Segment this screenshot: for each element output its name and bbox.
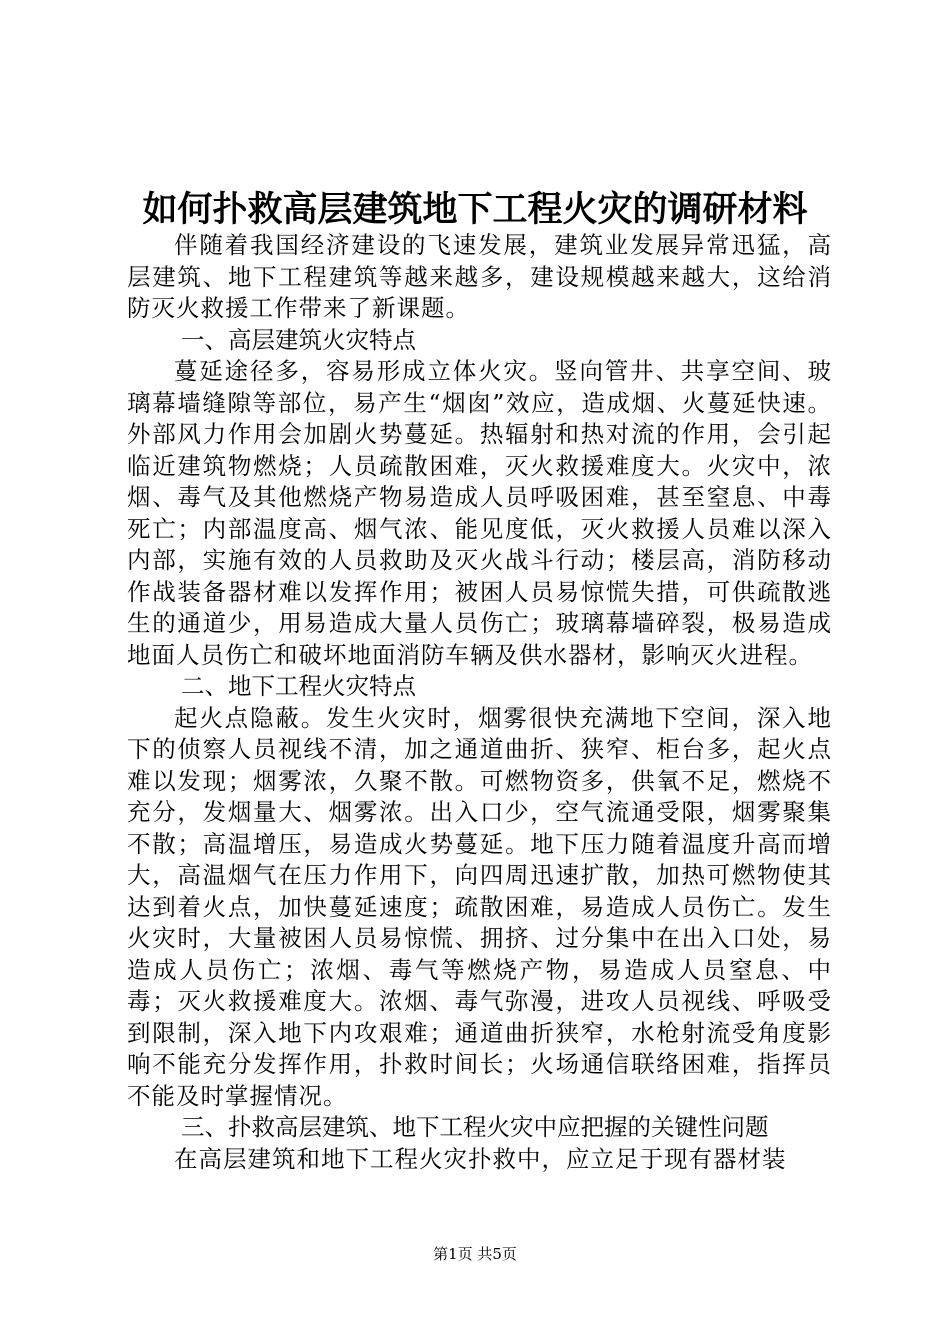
section-2-heading: 二、地下工程火灾特点 <box>181 672 417 700</box>
document-body <box>127 230 832 1175</box>
document-title: 如何扑救高层建筑地下工程火灾的调研材料 <box>142 189 808 230</box>
section-3-paragraph: 在高层建筑和地下工程火灾扑救中，应立足于现有器材装 <box>174 1144 787 1173</box>
intro-paragraph: 伴随着我国经济建设的飞速发展，建筑业发展异常迅猛，高层建筑、地下工程建筑等越来越多，建设规模越来越大，这给消防灭火救援工作带来了新课题。 <box>127 231 832 322</box>
section-2-paragraph: 起火点隐蔽。发生火灾时，烟雾很快充满地下空间，深入地下的侦察人员视线不清，加之通道曲折、狭窄、柜台多，起火点难以发现；烟雾浓，久聚不散。可燃物资多，供氧不足，燃烧不充分，发烟量大、烟雾浓。出入口少，空气流通受限，烟雾聚集不散；高温增压，易造成火势蔓延。地下压力随着温度升高而增大，高温烟气在压力作用下，向四周迅速扩散，加热可燃物使其达到着火点，加快蔓延速度；疏散困难，易造成人员伤亡。发生火灾时，大量被困人员易惊慌、拥挤、过分集中在出入口处，易造成人员伤亡；浓烟、毒气等燃烧产物，易造成人员窒息、中毒；灭火救援难度大。浓烟、毒气弥漫，进攻人员视线、呼吸受到限制，深入地下内攻艰难；通道曲折狭窄，水枪射流受角度影响不能充分发挥作用，扑救时间长；火场通信联络困难，指挥员不能及时掌握情况。 <box>127 703 832 1110</box>
section-3-heading: 三、扑救高层建筑、地下工程火灾中应把握的关键性问题 <box>181 1113 769 1141</box>
page-number-footer: 第1页 共5页 <box>433 1245 517 1263</box>
section-1-heading: 一、高层建筑火灾特点 <box>181 325 417 354</box>
section-1-paragraph: 蔓延途径多，容易形成立体火灾。竖向管井、共享空间、玻璃幕墙缝隙等部位，易产生“烟囱”效应，造成烟、火蔓延快速。外部风力作用会加剧火势蔓延。热辐射和热对流的作用，会引起临近建筑物燃烧；人员疏散困难，灭火救援难度大。火灾中，浓烟、毒气及其他燃烧产物易造成人员呼吸困难，甚至窒息、中毒死亡；内部温度高、烟气浓、能见度低，灭火救援人员难以深入内部，实施有效的人员救助及灭火战斗行动；楼层高，消防移动作战装备器材难以发挥作用；被困人员易惊慌失措，可供疏散逃生的通道少，用易造成大量人员伤亡；玻璃幕墙碎裂，极易造成地面人员伤亡和破坏地面消防车辆及供水器材，影响灭火进程。 <box>127 357 832 669</box>
